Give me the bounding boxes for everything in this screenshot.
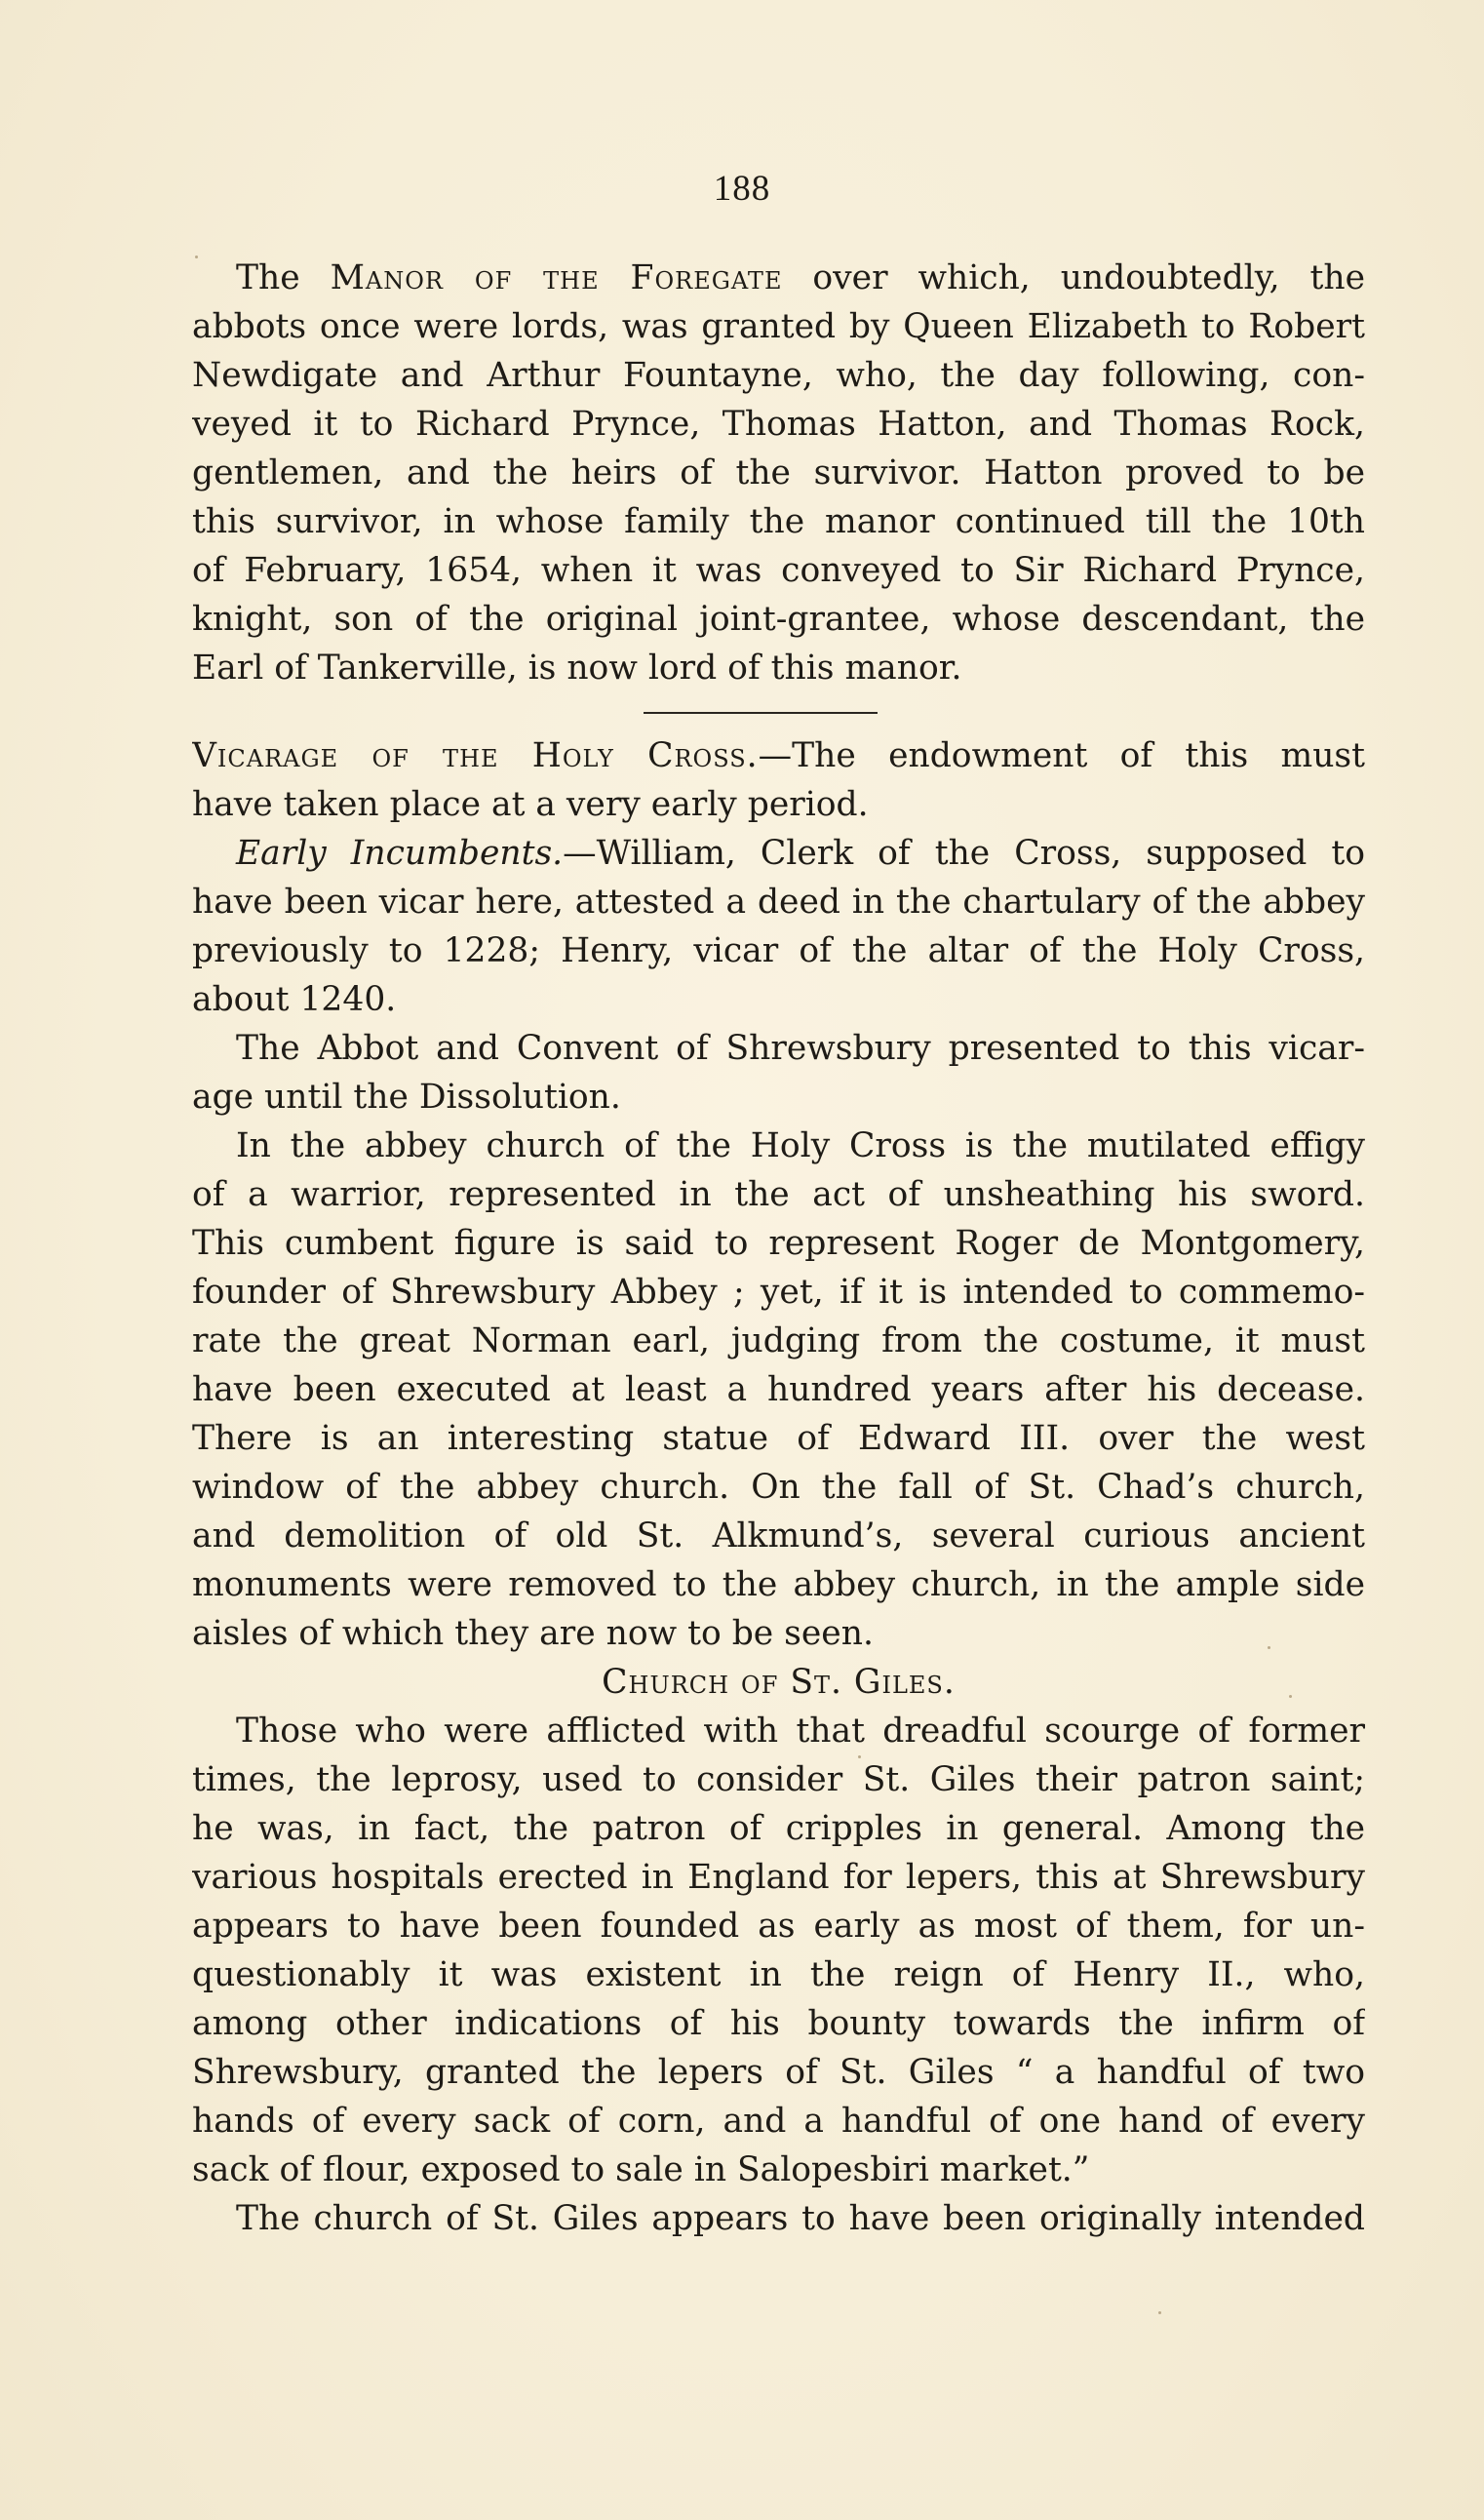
text-line: he was, in fact, the patron of cripples in general. Among the <box>192 1809 1365 1848</box>
text-line: There is an interesting statue of Edward III. over the west <box>192 1419 1365 1458</box>
text-line: have been executed at least a hundred years after his decease. <box>192 1370 1365 1409</box>
text-line: rate the great Norman earl, judging from the costume, it must <box>192 1321 1365 1360</box>
manor-title: Manor of the Foregate <box>330 258 783 297</box>
text-line: and demolition of old St. Alkmund’s, several curious ancient <box>192 1516 1365 1555</box>
text-line: hands of every sack of corn, and a handful of one hand of every <box>192 2102 1365 2141</box>
incumbents-label: Early Incumbents. <box>236 834 564 873</box>
text-line: window of the abbey church. On the fall of St. Chad’s church, <box>192 1468 1365 1507</box>
text-line: appears to have been founded as early as most of them, for un- <box>192 1907 1365 1946</box>
section-divider <box>644 712 878 714</box>
text-line: Early Incumbents.—William, Clerk of the Cross, supposed to <box>236 834 1365 873</box>
text-line: Vicarage of the Holy Cross.—The endowment of this must <box>192 736 1365 775</box>
text-line: about 1240. <box>192 980 397 1019</box>
text-line: Shrewsbury, granted the lepers of St. Giles “ a handful of two <box>192 2053 1365 2092</box>
text-line: of a warrior, represented in the act of unsheathing his sword. <box>192 1175 1365 1214</box>
text-line: among other indications of his bounty towards the infirm of <box>192 2004 1365 2043</box>
text-line: this survivor, in whose family the manor continued till the 10th <box>192 502 1365 541</box>
text-line: The church of St. Giles appears to have been originally intended <box>236 2199 1365 2238</box>
text-line: The Manor of the Foregate over which, undoubtedly, the <box>236 258 1365 297</box>
section-st-giles <box>192 1658 1365 2243</box>
text-line: questionably it was existent in the reign of Henry II., who, <box>192 1955 1365 1994</box>
text-line: of February, 1654, when it was conveyed to Sir Richard Prynce, <box>192 551 1365 590</box>
text-line: monuments were removed to the abbey church, in the ample side <box>192 1565 1365 1604</box>
vicarage-heading: Vicarage of the Holy Cross. <box>192 736 759 775</box>
text-line: various hospitals erected in England for lepers, this at Shrewsbury <box>192 1858 1365 1897</box>
text-line: sack of flour, exposed to sale in Salopesbiri market.” <box>192 2150 1090 2189</box>
text-line: have taken place at a very early period. <box>192 785 869 824</box>
text-line: Newdigate and Arthur Fountayne, who, the day following, con- <box>192 356 1365 395</box>
text-line: previously to 1228; Henry, vicar of the altar of the Holy Cross, <box>192 931 1365 970</box>
text-line: times, the leprosy, used to consider St. Giles their patron saint; <box>192 1760 1365 1799</box>
text-line: knight, son of the original joint-grantee, whose descendant, the <box>192 600 1365 639</box>
text-line: gentlemen, and the heirs of the survivor. Hatton proved to be <box>192 453 1365 492</box>
text-line: veyed it to Richard Prynce, Thomas Hatton, and Thomas Rock, <box>192 405 1365 444</box>
text-line: Earl of Tankerville, is now lord of this manor. <box>192 649 962 688</box>
text-line: The Abbot and Convent of Shrewsbury presented to this vicar- <box>236 1029 1365 1068</box>
text-line: age until the Dissolution. <box>192 1078 621 1117</box>
text-line: founder of Shrewsbury Abbey ; yet, if it is intended to commemo- <box>192 1273 1365 1312</box>
text-line: Those who were afflicted with that dreadful scourge of former <box>236 1712 1365 1751</box>
paragraph-manor <box>192 254 1365 692</box>
text-line: This cumbent figure is said to represent Roger de Montgomery, <box>192 1224 1365 1263</box>
st-giles-heading: Church of St. Giles. <box>602 1663 956 1702</box>
page-number: 188 <box>713 169 771 209</box>
text-line: have been vicar here, attested a deed in the chartulary of the abbey <box>192 883 1365 922</box>
section-vicarage <box>192 731 1365 1658</box>
text-line: aisles of which they are now to be seen. <box>192 1614 874 1653</box>
text-line: In the abbey church of the Holy Cross is the mutilated effigy <box>236 1126 1365 1165</box>
text-line: abbots once were lords, was granted by Queen Elizabeth to Robert <box>192 307 1365 346</box>
